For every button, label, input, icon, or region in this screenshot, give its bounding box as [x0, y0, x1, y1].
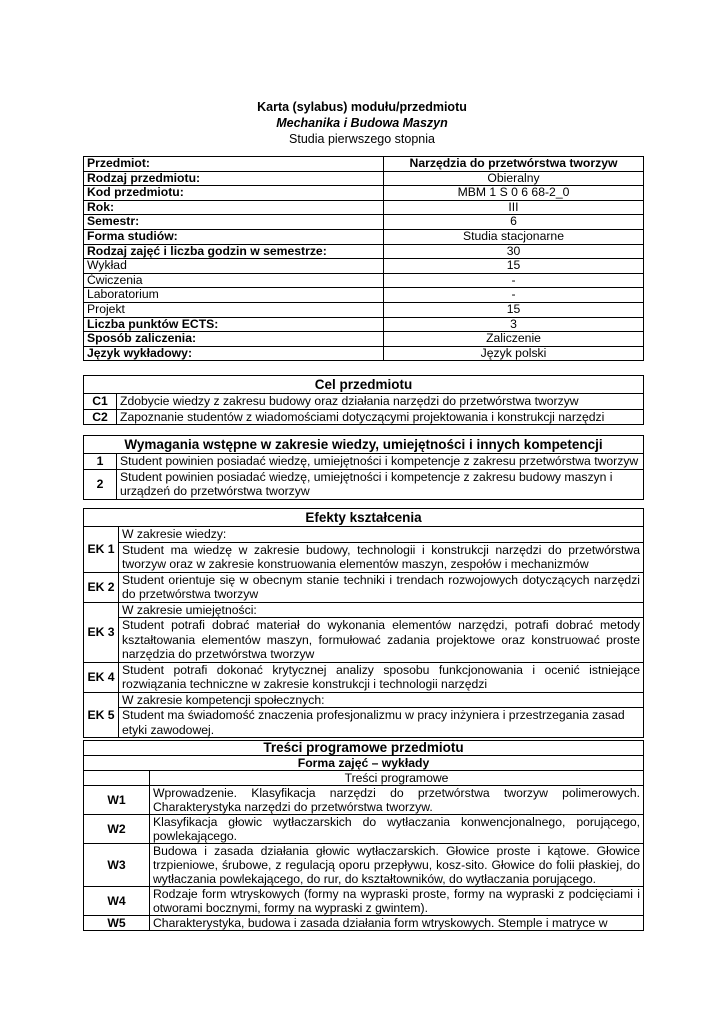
- table-row: [84, 602, 644, 618]
- table-row: [84, 542, 644, 572]
- table-row: [84, 332, 644, 347]
- info-value: 30: [384, 244, 644, 259]
- outcome-section-label: W zakresie wiedzy:: [119, 527, 644, 543]
- lecture-text: Wprowadzenie. Klasyfikacja narzędzi do przetwórstwa tworzyw polimerowych. Charakterystyka narzędzi do przetwórstwa tworzyw.: [150, 786, 644, 815]
- info-label: Przedmiot:: [84, 157, 384, 172]
- table-row: [84, 302, 644, 317]
- section-title: Efekty kształcenia: [84, 509, 644, 527]
- table-row: [84, 916, 644, 931]
- table-row: [84, 394, 644, 410]
- table-row: [84, 244, 644, 259]
- prerequisite-text: Student powinien posiadać wiedzę, umiejętności i kompetencje z zakresu przetwórstwa tworzyw: [117, 454, 644, 470]
- table-row: [84, 288, 644, 303]
- table-row: [84, 662, 644, 692]
- table-row: [84, 317, 644, 332]
- lecture-code: W3: [84, 844, 150, 887]
- table-row: [84, 618, 644, 663]
- outcome-code: EK 4: [84, 662, 119, 692]
- table-row: [84, 409, 644, 425]
- table-row: [84, 186, 644, 201]
- info-value: Studia stacjonarne: [384, 229, 644, 244]
- outcome-section-label: W zakresie kompetencji społecznych:: [119, 692, 644, 708]
- info-value: 6: [384, 215, 644, 230]
- table-row: [84, 200, 644, 215]
- class-form-label: Forma zajęć – wykłady: [84, 756, 644, 771]
- document-header: [0, 99, 724, 147]
- outcome-text: Student potrafi dokonać krytycznej analizy sposobu funkcjonowania i ocenić istniejące rozwiązania techniczne w zakresie konstrukcji i technologii narzędzi: [119, 662, 644, 692]
- info-label: Język wykładowy:: [84, 346, 384, 361]
- lecture-text: Budowa i zasada działania głowic wytłaczarskich. Głowice proste i kątowe. Głowice trzpieniowe, śrubowe, z regulacją oporu przepływu, kosz-sito. Głowice do folii płaskiej, do wytłaczania powlekającego, do rur, do kształtowników, do wytłaczania porującego.: [150, 844, 644, 887]
- info-value: 15: [384, 302, 644, 317]
- study-level: Studia pierwszego stopnia: [289, 132, 435, 146]
- table-row: [84, 844, 644, 887]
- lecture-text: Klasyfikacja głowic wytłaczarskich do wytłaczania konwencjonalnego, porującego, powlekającego.: [150, 815, 644, 844]
- outcome-code: EK 5: [84, 692, 119, 738]
- info-label: Laboratorium: [84, 288, 384, 303]
- lecture-code: W4: [84, 887, 150, 916]
- objective-text: Zapoznanie studentów z wiadomościami dotyczącymi projektowania i konstrukcji narzędzi: [117, 409, 644, 425]
- course-content-table: [83, 740, 644, 931]
- info-label: Sposób zaliczenia:: [84, 332, 384, 347]
- table-row: [84, 692, 644, 708]
- table-row: [84, 259, 644, 274]
- info-label: Semestr:: [84, 215, 384, 230]
- info-label: Liczba punktów ECTS:: [84, 317, 384, 332]
- objective-text: Zdobycie wiedzy z zakresu budowy oraz działania narzędzi do przetwórstwa tworzyw: [117, 394, 644, 410]
- table-row: [84, 229, 644, 244]
- table-row: [84, 157, 644, 172]
- table-row: [84, 771, 644, 786]
- document-title: Karta (sylabus) modułu/przedmiotu: [257, 100, 467, 114]
- info-value: Narzędzia do przetwórstwa tworzyw: [384, 157, 644, 172]
- table-row: [84, 572, 644, 602]
- info-label: Rodzaj przedmiotu:: [84, 171, 384, 186]
- section-title: Treści programowe przedmiotu: [84, 741, 644, 756]
- lecture-code: W1: [84, 786, 150, 815]
- outcome-text: Student potrafi dobrać materiał do wykonania elementów narzędzi, potrafi dobrać metody kształtowania elementów maszyn, formułować zadania projektowe oraz konstruować proste narzędzia do przetwórstwa tworzyw: [119, 618, 644, 663]
- section-title: Cel przedmiotu: [84, 376, 644, 394]
- objective-code: C2: [84, 409, 117, 425]
- info-value: 15: [384, 259, 644, 274]
- outcome-text: Student orientuje się w obecnym stanie techniki i trendach rozwojowych dotyczących narzędzi do przetwórstwa tworzyw: [119, 572, 644, 602]
- prerequisite-text: Student powinien posiadać wiedzę, umiejętności i kompetencje z zakresu budowy maszyn i urządzeń do przetwórstwa tworzyw: [117, 469, 644, 499]
- info-label: Kod przedmiotu:: [84, 186, 384, 201]
- table-row: [84, 454, 644, 470]
- prerequisites-table: [83, 435, 644, 500]
- table-row: [84, 708, 644, 738]
- outcome-section-label: W zakresie umiejętności:: [119, 602, 644, 618]
- outcome-code: EK 1: [84, 527, 119, 573]
- field-of-study: Mechanika i Budowa Maszyn: [276, 116, 448, 130]
- info-label: Rok:: [84, 200, 384, 215]
- course-info-table: [83, 156, 644, 361]
- table-row: [84, 215, 644, 230]
- outcome-code: EK 2: [84, 572, 119, 602]
- table-row: [84, 887, 644, 916]
- learning-outcomes-table: [83, 508, 644, 738]
- info-value: Obieralny: [384, 171, 644, 186]
- info-value: III: [384, 200, 644, 215]
- outcome-text: Student ma świadomość znaczenia profesjonalizmu w pracy inżyniera i przestrzegania zasad etyki zawodowej.: [119, 708, 644, 738]
- table-row: [84, 815, 644, 844]
- table-row: [84, 171, 644, 186]
- info-value: Zaliczenie: [384, 332, 644, 347]
- outcome-code: EK 3: [84, 602, 119, 662]
- info-label: Rodzaj zajęć i liczba godzin w semestrze:: [84, 244, 384, 259]
- objective-code: C1: [84, 394, 117, 410]
- table-row: [84, 469, 644, 499]
- outcome-text: Student ma wiedzę w zakresie budowy, technologii i konstrukcji narzędzi do przetwórstwa tworzyw oraz w zakresie konstruowania elementów maszyn, zespołów i mechanizmów: [119, 542, 644, 572]
- code-column-header: [84, 771, 150, 786]
- lecture-code: W2: [84, 815, 150, 844]
- info-label: Projekt: [84, 302, 384, 317]
- lecture-code: W5: [84, 916, 150, 931]
- course-objectives-table: [83, 375, 644, 425]
- info-value: MBM 1 S 0 6 68-2_0: [384, 186, 644, 201]
- section-title: Wymagania wstępne w zakresie wiedzy, umiejętności i innych kompetencji: [84, 436, 644, 454]
- info-value: Język polski: [384, 346, 644, 361]
- table-row: [84, 786, 644, 815]
- prerequisite-code: 1: [84, 454, 117, 470]
- lecture-text: Charakterystyka, budowa i zasada działania form wtryskowych. Stemple i matryce w: [150, 916, 644, 931]
- content-column-header: Treści programowe: [150, 771, 644, 786]
- info-value: 3: [384, 317, 644, 332]
- info-label: Wykład: [84, 259, 384, 274]
- prerequisite-code: 2: [84, 469, 117, 499]
- info-value: -: [384, 273, 644, 288]
- table-row: [84, 527, 644, 543]
- info-value: -: [384, 288, 644, 303]
- table-row: [84, 346, 644, 361]
- table-row: [84, 273, 644, 288]
- info-label: Forma studiów:: [84, 229, 384, 244]
- info-label: Ćwiczenia: [84, 273, 384, 288]
- lecture-text: Rodzaje form wtryskowych (formy na wypraski proste, formy na wypraski z podcięciami i otworami bocznymi, formy na wypraski z gwintem).: [150, 887, 644, 916]
